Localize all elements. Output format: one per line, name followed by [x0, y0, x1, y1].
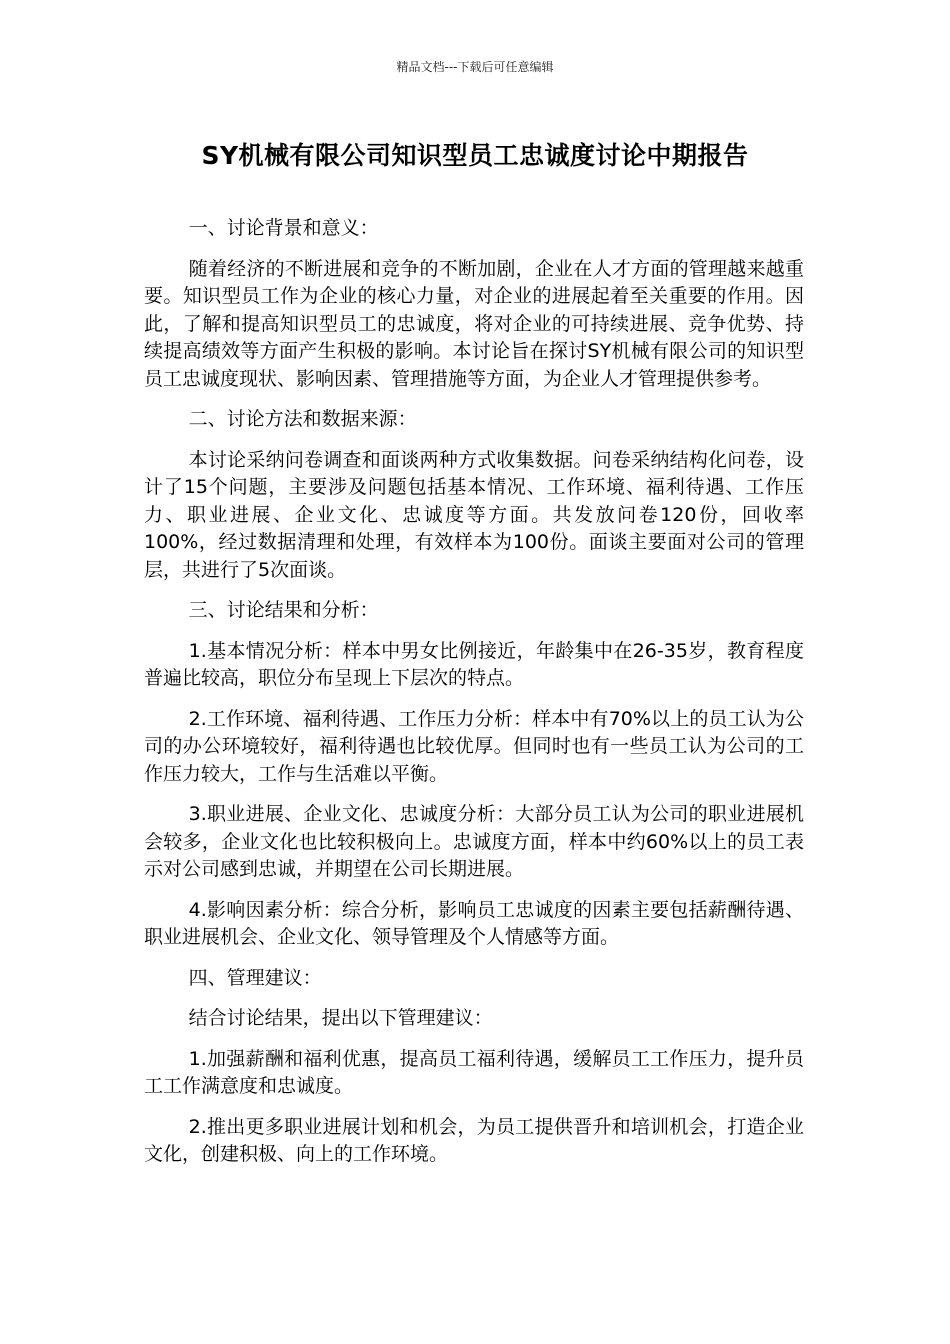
- suggestions-intro: 结合讨论结果，提出以下管理建议：: [188, 1007, 493, 1029]
- suggestion-item-1: 1.加强薪酬和福利优惠，提高员工福利待遇，缓解员工工作压力，提升员工工作满意度和忠诚度。: [144, 1047, 804, 1097]
- paragraph-background: 随着经济的不断进展和竞争的不断加剧，企业在人才方面的管理越来越重要。知识型员工作为企业的核心力量，对企业的进展起着至关重要的作用。因此，了解和提高知识型员工的忠诚度，将对企业的可持续进展、竞争优势、持续提高绩效等方面产生积极的影响。本讨论旨在探讨SY机械有限公司的知识型员工忠诚度现状、影响因素、管理措施等方面，为企业人才管理提供参考。: [144, 257, 804, 390]
- section-heading-suggestions: 四、管理建议：: [188, 966, 322, 989]
- results-item-environment: 2.工作环境、福利待遇、工作压力分析：样本中有70%以上的员工认为公司的办公环境较好，福利待遇也比较优厚。但同时也有一些员工认为公司的工作压力较大，工作与生活难以平衡。: [144, 707, 804, 785]
- suggestion-item-2: 2.推出更多职业进展计划和机会，为员工提供晋升和培训机会，打造企业文化，创建积极、向上的工作环境。: [144, 1115, 804, 1165]
- document-body: [144, 215, 804, 1182]
- results-item-career: 3.职业进展、企业文化、忠诚度分析：大部分员工认为公司的职业进展机会较多，企业文化也比较积极向上。忠诚度方面，样本中约60%以上的员工表示对公司感到忠诚，并期望在公司长期进展。: [144, 803, 804, 880]
- paragraph-methods: 本讨论采纳问卷调查和面谈两种方式收集数据。问卷采纳结构化问卷，设计了15个问题，主要涉及问题包括基本情况、工作环境、福利待遇、工作压力、职业进展、企业文化、忠诚度等方面。共发放问卷120份，回收率100%，经过数据清理和处理，有效样本为100份。面谈主要面对公司的管理层，共进行了5次面谈。: [144, 448, 804, 581]
- section-heading-background: 一、讨论背景和意义：: [188, 217, 379, 239]
- document-title: SY机械有限公司知识型员工忠诚度讨论中期报告: [201, 141, 749, 170]
- section-heading-methods: 二、讨论方法和数据来源：: [188, 408, 417, 430]
- section-heading-results: 三、讨论结果和分析：: [188, 599, 379, 621]
- results-item-factors: 4.影响因素分析：综合分析，影响员工忠诚度的因素主要包括薪酬待遇、职业进展机会、企业文化、领导管理及个人情感等方面。: [144, 898, 804, 948]
- results-item-basic: 1.基本情况分析：样本中男女比例接近，年龄集中在26-35岁，教育程度普遍比较高，职位分布呈现上下层次的特点。: [144, 639, 804, 689]
- page-header: 精品文档---下载后可任意编辑: [396, 60, 554, 74]
